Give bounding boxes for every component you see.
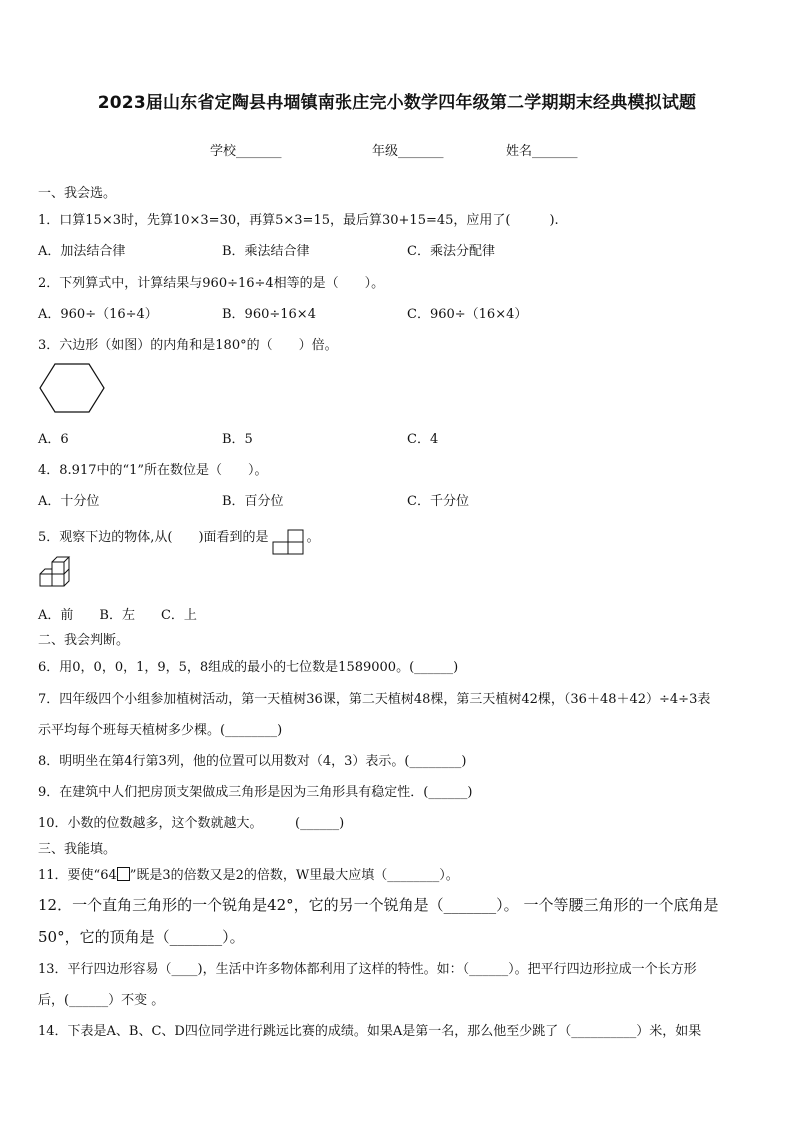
q2-option-c: C．960÷（16×4） <box>407 307 528 322</box>
question-4: 4．8.917中的“1”所在数位是（ ）。 <box>38 463 268 478</box>
grade-field: 年级_______ <box>372 144 444 159</box>
q5-options: A．前 B．左 C．上 <box>38 608 197 623</box>
question-7-line-2: 示平均每个班每天植树多少棵。(________) <box>38 723 283 738</box>
question-2: 2．下列算式中，计算结果与960÷16÷4相等的是（ ）。 <box>38 276 385 291</box>
q3-option-b: B．5 <box>222 432 253 447</box>
question-11 <box>38 864 459 883</box>
name-field: 姓名_______ <box>506 144 578 159</box>
cubes-figure <box>36 556 74 592</box>
question-8: 8．明明坐在第4行第3列，他的位置可以用数对（4，3）表示。(________) <box>38 754 467 769</box>
section-heading-choice: 一、我会选。 <box>38 186 117 201</box>
q3-option-c: C．4 <box>407 432 439 447</box>
question-7-line-1: 7．四年级四个小组参加植树活动，第一天植树36课，第二天植树48棵，第三天植树42棵，（36＋48＋42）÷4÷3表 <box>38 692 711 707</box>
q5-text: 5．观察下边的物体,从( )面看到的是 <box>38 530 269 545</box>
q4-option-b: B．百分位 <box>222 494 284 509</box>
question-3: 3．六边形（如图）的内角和是180°的（ ）倍。 <box>38 338 338 353</box>
section-heading-fill: 三、我能填。 <box>38 842 117 857</box>
two-squares-view-figure <box>271 529 305 555</box>
question-1: 1．口算15×3时，先算10×3=30，再算5×3=15，最后算30+15=45，应用了( ). <box>38 213 559 228</box>
q11-text-end: ”既是3的倍数又是2的倍数，W里最大应填（________）。 <box>129 868 459 883</box>
q1-option-b: B．乘法结合律 <box>222 244 310 259</box>
q2-option-a: A．960÷（16÷4） <box>38 307 158 322</box>
page-title: 2023届山东省定陶县冉堌镇南张庄完小数学四年级第二学期期末经典模拟试题 <box>97 93 697 113</box>
blank-box <box>117 867 130 881</box>
question-13-line-1: 13．平行四边形容易（____)，生活中许多物体都利用了这样的特性。如：（______）。把平行四边形拉成一个长方形 <box>38 962 697 977</box>
question-9: 9．在建筑中人们把房顶支架做成三角形是因为三角形具有稳定性．(______) <box>38 785 473 800</box>
hexagon-figure <box>38 362 106 414</box>
q11-text: 11．要使“64 <box>38 868 117 883</box>
question-13-line-2: 后，(______）不变 。 <box>38 993 165 1008</box>
q4-option-a: A．十分位 <box>38 494 100 509</box>
q3-option-a: A．6 <box>38 432 69 447</box>
q4-option-c: C．千分位 <box>407 494 469 509</box>
question-6: 6．用0，0，0，1，9，5，8组成的最小的七位数是1589000。(______) <box>38 660 459 675</box>
question-12-line-1: 12．一个直角三角形的一个锐角是42°，它的另一个锐角是（_______）。 一个等腰三角形的一个底角是 <box>38 896 719 914</box>
question-5 <box>38 526 320 555</box>
q1-option-c: C．乘法分配律 <box>407 244 495 259</box>
question-10: 10．小数的位数越多，这个数就越大。 (______) <box>38 816 345 831</box>
school-field: 学校_______ <box>210 144 282 159</box>
q2-option-b: B．960÷16×4 <box>222 307 316 322</box>
section-heading-judge: 二、我会判断。 <box>38 633 130 648</box>
question-12-line-2: 50°，它的顶角是（_______）。 <box>38 928 245 946</box>
q5-text-end: 。 <box>306 530 320 545</box>
question-14: 14．下表是A、B、C、D四位同学进行跳远比赛的成绩。如果A是第一名，那么他至少跳了（__________）米，如果 <box>38 1024 702 1039</box>
q1-option-a: A．加法结合律 <box>38 244 126 259</box>
